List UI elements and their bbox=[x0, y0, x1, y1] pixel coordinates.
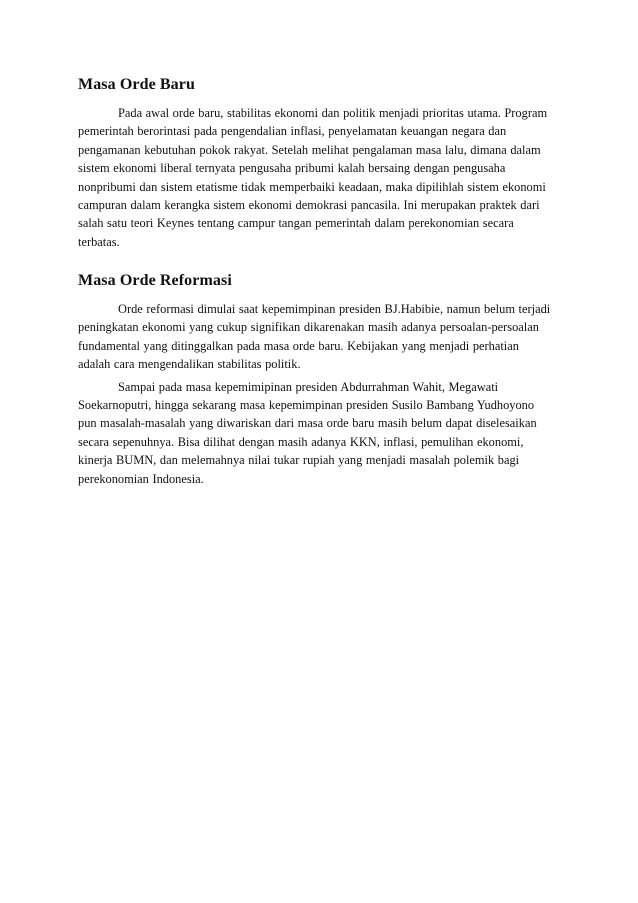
text-line: Pada awal orde baru, stabilitas ekonomi dan politik menjadi prioritas utama. Program bbox=[118, 106, 548, 120]
text-line: pemerintah berorintasi pada pengendalian inflasi, penyelamatan keuangan negara dan bbox=[78, 124, 507, 139]
text-line: kinerja BUMN, dan melemahnya nilai tukar rupiah yang menjadi masalah polemik bagi bbox=[78, 453, 520, 468]
text-line: Soekarnoputri, hingga sekarang masa kepemimpinan presiden Susilo Bambang Yudhoyono bbox=[78, 398, 535, 413]
section-orde-reformasi bbox=[78, 270, 568, 492]
section-heading: Masa Orde Baru bbox=[78, 76, 195, 93]
text-line: terbatas. bbox=[78, 234, 120, 249]
paragraph bbox=[78, 300, 568, 374]
text-line: salah satu teori Keynes tentang campur tangan pemerintah dalam perekonomian secara bbox=[78, 216, 514, 231]
text-line: Sampai pada masa kepemimipinan presiden Abdurrahman Wahit, Megawati bbox=[118, 379, 499, 394]
text-line: campuran dalam kerangka sistem ekonomi demokrasi pancasila. Ini merupakan praktek dari bbox=[78, 198, 540, 213]
text-line: peningkatan ekonomi yang cukup signifikan dikarenakan masih adanya persoalan-persoalan bbox=[78, 320, 539, 335]
section-heading: Masa Orde Reformasi bbox=[78, 272, 232, 289]
text-line: pun masalah-masalah yang diwariskan dari masa orde baru masih belum dapat diselesaikan bbox=[78, 416, 537, 431]
text-line: nonpribumi dan sistem etatisme tidak memperbaiki keadaan, maka dipilihlah sistem ekonomi bbox=[78, 179, 546, 194]
text-line: adalah cara mengendalikan stabilitas politik. bbox=[78, 357, 301, 372]
text-line: sistem ekonomi liberal ternyata pengusaha pribumi kalah bersaing dengan pengusaha bbox=[78, 161, 506, 176]
text-line: Orde reformasi dimulai saat kepemimpinan presiden BJ.Habibie, namun belum terjadi bbox=[118, 302, 551, 316]
text-line: perekonomian Indonesia. bbox=[78, 471, 204, 486]
paragraph bbox=[78, 104, 568, 251]
text-line: fundamental yang ditinggalkan pada masa orde baru. Kebijakan yang menjadi perhatian bbox=[78, 338, 519, 353]
paragraph bbox=[78, 378, 568, 488]
text-line: secara sepenuhnya. Bisa dilihat dengan masih adanya KKN, inflasi, pemulihan ekonomi, bbox=[78, 434, 524, 449]
text-line: pengamanan kebutuhan pokok rakyat. Setelah melihat pengalaman masa lalu, dimana dalam bbox=[78, 142, 541, 157]
section-orde-baru bbox=[78, 74, 568, 255]
